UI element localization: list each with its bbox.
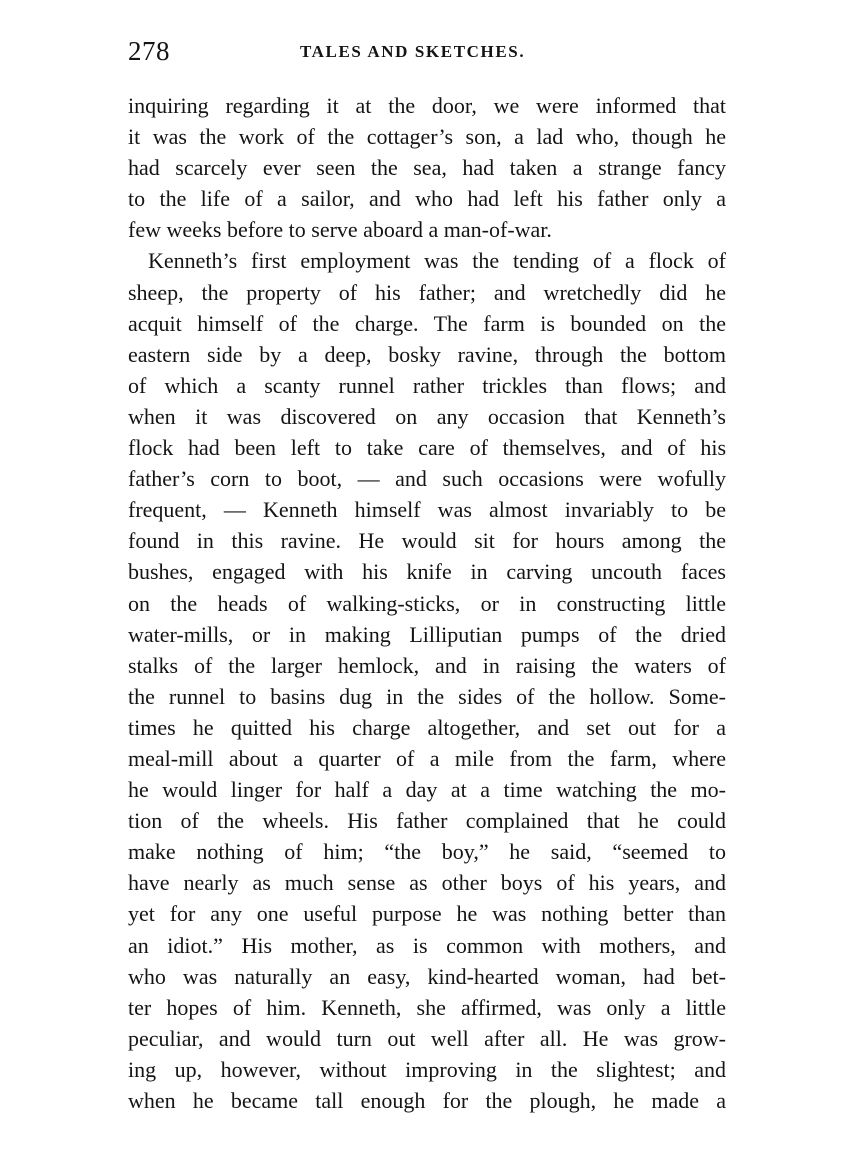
text-line: ing up, however, without improving in the slightest; and bbox=[128, 1056, 726, 1082]
text-line: it was the work of the cottager’s son, a lad who, though he bbox=[128, 124, 726, 150]
text-line: peculiar, and would turn out well after all. He was grow- bbox=[128, 1025, 726, 1051]
text-line: the runnel to basins dug in the sides of the hollow. Some- bbox=[128, 683, 726, 709]
text-line: who was naturally an easy, kind-hearted woman, had bet- bbox=[128, 963, 726, 989]
text-line: times he quitted his charge altogether, and set out for a bbox=[128, 714, 726, 740]
text-line: when he became tall enough for the plough, he made a bbox=[128, 1088, 726, 1113]
text-line: inquiring regarding it at the door, we were informed that bbox=[128, 93, 726, 118]
text-line: tion of the wheels. His father complained that he could bbox=[128, 808, 726, 834]
running-head: TALES AND SKETCHES. bbox=[300, 42, 526, 61]
text-line: an idiot.” His mother, as is common with mothers, and bbox=[128, 932, 726, 958]
paragraph-first-line: Kenneth’s first employment was the tending of a flock of bbox=[148, 248, 726, 274]
text-line: father’s corn to boot, — and such occasions were wofully bbox=[128, 466, 726, 492]
text-line: meal-mill about a quarter of a mile from the farm, where bbox=[128, 745, 726, 771]
text-line: he would linger for half a day at a time watching the mo- bbox=[128, 777, 726, 803]
text-line: had scarcely ever seen the sea, had taken a strange fancy bbox=[128, 155, 726, 181]
paragraph-end-line: few weeks before to serve aboard a man-of-war. bbox=[128, 217, 552, 243]
text-line: stalks of the larger hemlock, and in raising the waters of bbox=[128, 652, 726, 678]
text-line: ter hopes of him. Kenneth, she affirmed, was only a little bbox=[128, 994, 726, 1020]
text-line: bushes, engaged with his knife in carving uncouth faces bbox=[128, 559, 726, 585]
page-number: 278 bbox=[128, 36, 170, 66]
text-line: frequent, — Kenneth himself was almost invariably to be bbox=[128, 497, 726, 523]
text-line: water-mills, or in making Lilliputian pumps of the dried bbox=[128, 621, 726, 647]
text-line: on the heads of walking-sticks, or in constructing little bbox=[128, 590, 726, 616]
text-line: flock had been left to take care of themselves, and of his bbox=[128, 435, 726, 461]
text-line: yet for any one useful purpose he was nothing better than bbox=[128, 901, 726, 927]
text-line: found in this ravine. He would sit for hours among the bbox=[128, 528, 726, 554]
text-line: to the life of a sailor, and who had left his father only a bbox=[128, 186, 726, 212]
text-line: make nothing of him; “the boy,” he said, “seemed to bbox=[128, 839, 726, 865]
text-line: acquit himself of the charge. The farm is bounded on the bbox=[128, 310, 726, 336]
text-line: sheep, the property of his father; and wretchedly did he bbox=[128, 279, 726, 305]
text-line: have nearly as much sense as other boys of his years, and bbox=[128, 870, 726, 896]
text-line: of which a scanty runnel rather trickles than flows; and bbox=[128, 372, 726, 398]
text-line: eastern side by a deep, bosky ravine, through the bottom bbox=[128, 341, 726, 367]
text-line: when it was discovered on any occasion that Kenneth’s bbox=[128, 403, 726, 429]
body-text bbox=[128, 90, 726, 1116]
